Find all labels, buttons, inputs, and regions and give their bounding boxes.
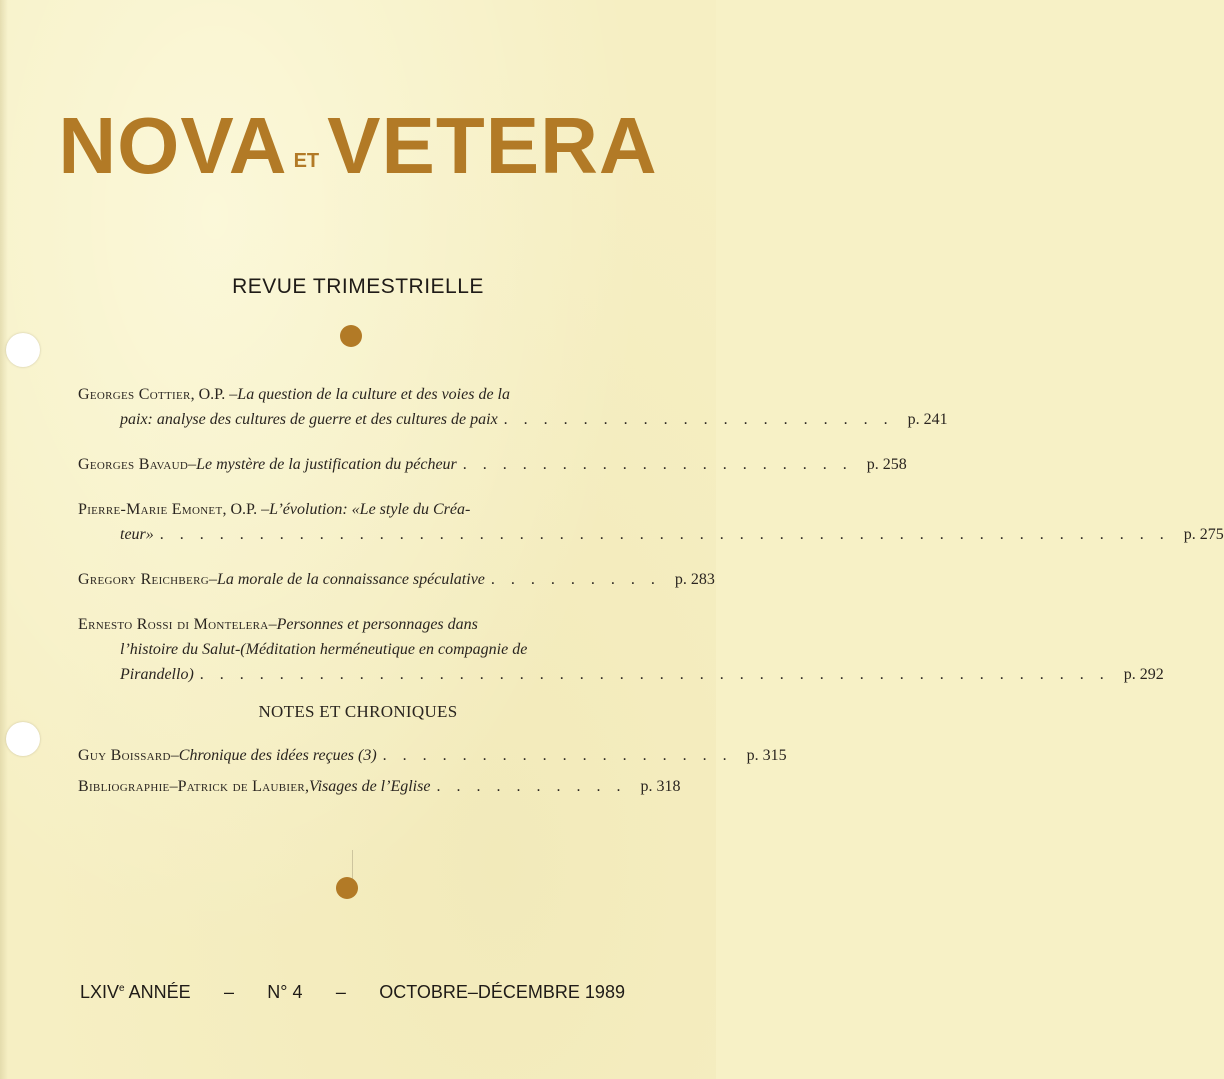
entry-page: p. 241 [907, 411, 948, 428]
entry-author: Guy Boissard [78, 747, 171, 764]
masthead-word-vetera: VETERA [327, 101, 658, 190]
masthead-word-nova: NOVA [58, 101, 288, 190]
entry-affil: – [170, 747, 179, 764]
toc-entry-5 [78, 612, 1164, 687]
entry-author-2: Patrick de Laubier [177, 778, 305, 795]
entry-page: p. 283 [674, 571, 715, 588]
entry-title: Visages de l’Eglise [308, 778, 431, 795]
notes-heading: NOTES ET CHRONIQUES [258, 702, 458, 721]
dot-leader: . . . . . . . . . . . . . . . . . . [382, 747, 733, 764]
subtitle: REVUE TRIMESTRIELLE [232, 275, 484, 298]
entry-author: Georges Bavaud [78, 456, 189, 473]
masthead [0, 100, 716, 192]
entry-title-cont: teur» [120, 526, 154, 543]
toc-articles [78, 382, 1224, 687]
issue-year-sup: e [119, 983, 125, 994]
entry-title-cont: Pirandello) [120, 666, 194, 683]
entry-affil: – [169, 778, 178, 795]
entry-page: p. 292 [1123, 666, 1164, 683]
entry-title-cont: paix: analyse des cultures de guerre et des cultures de paix [120, 411, 498, 428]
entry-affil: – [268, 616, 277, 633]
footer-dash-1: – [223, 982, 234, 1002]
issue-number: N° 4 [267, 982, 303, 1002]
toc-notes [78, 743, 787, 799]
issue-year-word: ANNÉE [128, 982, 191, 1002]
entry-page: p. 275 [1183, 526, 1224, 543]
entry-title: L’évolution: «Le style du Créa- [269, 501, 471, 518]
entry-title-cont: (Méditation herméneutique en compagnie de [240, 641, 528, 658]
entry-page: p. 315 [746, 747, 787, 764]
dot-leader: . . . . . . . . . . . . . . . . . . . . . . . . . . . . . . . . . . . . . . . . . . . . . . [199, 666, 1110, 683]
toc-entry-1 [78, 382, 948, 432]
ornament-dot-bottom [336, 877, 358, 899]
entry-author: Ernesto Rossi di Montelera [78, 616, 269, 633]
toc-entry-4 [78, 567, 715, 592]
dot-leader: . . . . . . . . . [490, 571, 661, 588]
entry-author: Georges Cottier [78, 386, 191, 403]
punch-hole-bottom [6, 722, 40, 756]
entry-author: Pierre-Marie Emonet [78, 501, 223, 518]
entry-author: Bibliographie [78, 778, 170, 795]
footer-dash-2: – [335, 982, 346, 1002]
entry-title-cont: l’histoire du Salut [120, 641, 235, 658]
entry-affil: – [208, 571, 217, 588]
dot-leader: . . . . . . . . . . . . . . . . . . . . [503, 411, 894, 428]
entry-page: p. 258 [866, 456, 907, 473]
issue-footer [80, 982, 625, 1003]
entry-affil: – [188, 456, 197, 473]
toc-note-2 [78, 774, 681, 799]
entry-title: La morale de la connaissance spéculative [216, 571, 485, 588]
toc-note-1 [78, 743, 787, 768]
dot-leader: . . . . . . . . . . . . . . . . . . . . . . . . . . . . . . . . . . . . . . . . . . . . . . . . . . . [159, 526, 1170, 543]
entry-title: Le mystère de la justification du pécheur [196, 456, 457, 473]
toc-entry-2 [78, 452, 907, 477]
issue-period-year: 1989 [584, 982, 625, 1002]
dot-leader: . . . . . . . . . . [436, 778, 627, 795]
entry-sep: , [304, 778, 309, 795]
entry-title-sep: - [234, 641, 241, 658]
toc-entry-3 [78, 497, 1224, 547]
ornament-dot-top [340, 325, 362, 347]
dot-leader: . . . . . . . . . . . . . . . . . . . . [462, 456, 853, 473]
entry-author: Gregory Reichberg [78, 571, 209, 588]
issue-year [80, 982, 191, 1003]
issue-year-roman: LXIV [80, 982, 120, 1002]
issue-period-months: OCTOBRE–DÉCEMBRE [379, 982, 580, 1002]
entry-affil: , O.P. – [222, 501, 270, 518]
entry-affil: , O.P. – [190, 386, 238, 403]
punch-hole-top [6, 333, 40, 367]
entry-title: La question de la culture et des voies de la [237, 386, 510, 403]
fold-mark [352, 850, 353, 880]
entry-title: Personnes et personnages dans [276, 616, 478, 633]
entry-title: Chronique des idées reçues (3) [178, 747, 377, 764]
issue-period [379, 982, 625, 1003]
masthead-word-et: ET [293, 150, 320, 172]
entry-page: p. 318 [640, 778, 681, 795]
